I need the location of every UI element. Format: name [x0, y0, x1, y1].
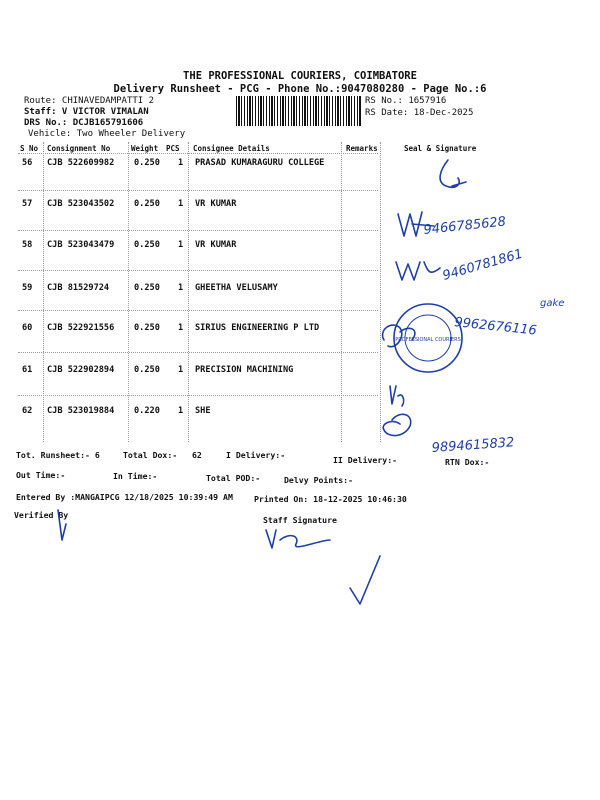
row-divider — [18, 395, 378, 396]
check-mark — [350, 556, 380, 604]
row-consignee: SHE — [195, 406, 211, 416]
row-consignment: CJB 522609982 — [47, 158, 115, 168]
total-dox-label: Total Dox:- — [123, 450, 178, 460]
col-divider — [341, 142, 342, 442]
route-info: Route: CHINAVEDAMPATTI 2 — [24, 96, 155, 106]
stamp-text: PROFESSIONAL COURIERS — [395, 337, 461, 343]
row-pcs: 1 — [178, 199, 184, 209]
barcode-image — [236, 96, 362, 126]
row-weight: 0.250 — [134, 240, 160, 250]
entered-by: Entered By :MANGAIPCG 12/18/2025 10:39:49 AM — [16, 492, 233, 502]
col-divider — [188, 142, 189, 442]
row-pcs: 1 — [178, 323, 184, 333]
col-weight: Weight — [131, 144, 159, 153]
row-consignment: CJB 523043479 — [47, 240, 115, 250]
row-sno: 60 — [22, 323, 33, 333]
runsheet-subtitle: Delivery Runsheet - PCG - Phone No.:9047080280 - Page No.:6 — [113, 83, 487, 95]
total-dox-value: 62 — [192, 450, 202, 460]
col-pcs: PCS — [166, 144, 180, 153]
row-pcs: 1 — [178, 365, 184, 375]
row-pcs: 1 — [178, 158, 184, 168]
row-divider — [18, 352, 378, 353]
printed-on: Printed On: 18-12-2025 10:46:30 — [254, 494, 407, 504]
row-divider — [18, 230, 378, 231]
signature-mark — [383, 414, 410, 435]
delvy-points: Delvy Points:- — [284, 475, 354, 485]
row-sno: 62 — [22, 406, 33, 416]
signature-mark — [390, 386, 404, 406]
row-consignment: CJB 523043502 — [47, 199, 115, 209]
out-time: Out Time:- — [16, 470, 66, 480]
row-weight: 0.250 — [134, 158, 160, 168]
row-pcs: 1 — [178, 283, 184, 293]
company-stamp — [394, 304, 462, 372]
rs-date: RS Date: 18-Dec-2025 — [365, 108, 474, 118]
row-consignment: CJB 522921556 — [47, 323, 115, 333]
row-consignment: CJB 81529724 — [47, 283, 110, 293]
staff-signature-label: Staff Signature — [263, 515, 337, 525]
handwritten-phone: 9962676116 — [453, 315, 538, 339]
row-sno: 59 — [22, 283, 33, 293]
row-weight: 0.250 — [134, 283, 160, 293]
staff-info: Staff: V VICTOR VIMALAN — [24, 107, 149, 117]
rtn-dox: RTN Dox:- — [445, 457, 490, 467]
col-divider — [380, 142, 381, 442]
row-divider — [18, 270, 378, 271]
row-sno: 56 — [22, 158, 33, 168]
handwritten-note: gake — [540, 298, 565, 309]
verified-by: Verified By — [14, 510, 69, 520]
row-consignee: VR KUMAR — [195, 199, 237, 209]
row-divider — [18, 190, 378, 191]
handwritten-phone: 9894615832 — [431, 435, 515, 456]
col-consignment: Consignment No — [47, 144, 111, 153]
i-delivery: I Delivery:- — [226, 450, 286, 460]
col-consignee: Consignee Details — [193, 144, 270, 153]
tot-runsheet: Tot. Runsheet:- 6 — [16, 450, 100, 460]
row-weight: 0.250 — [134, 323, 160, 333]
signature-mark — [440, 160, 466, 187]
row-sno: 57 — [22, 199, 33, 209]
vehicle-info: Vehicle: Two Wheeler Delivery — [28, 129, 186, 139]
row-consignee: GHEETHA VELUSAMY — [195, 283, 278, 293]
row-consignee: SIRIUS ENGINEERING P LTD — [195, 323, 320, 333]
ii-delivery: II Delivery:- — [333, 455, 398, 465]
row-consignee: PRECISION MACHINING — [195, 365, 294, 375]
company-title: THE PROFESSIONAL COURIERS, COIMBATORE — [183, 70, 417, 82]
row-divider — [18, 310, 378, 311]
row-consignment: CJB 523019884 — [47, 406, 115, 416]
col-seal-signature: Seal & Signature — [404, 144, 477, 153]
col-remarks: Remarks — [346, 144, 378, 153]
staff-signature-mark — [266, 530, 330, 548]
total-pod: Total POD:- — [206, 473, 261, 483]
row-consignee: VR KUMAR — [195, 240, 237, 250]
col-divider — [43, 142, 44, 442]
row-consignment: CJB 522902894 — [47, 365, 115, 375]
row-sno: 61 — [22, 365, 33, 375]
header-rule — [18, 153, 378, 154]
row-weight: 0.250 — [134, 199, 160, 209]
drs-number: DRS No.: DCJB165791606 — [24, 118, 144, 128]
row-sno: 58 — [22, 240, 33, 250]
row-weight: 0.250 — [134, 365, 160, 375]
row-pcs: 1 — [178, 240, 184, 250]
in-time: In Time:- — [113, 471, 158, 481]
col-divider — [128, 142, 129, 442]
row-consignee: PRASAD KUMARAGURU COLLEGE — [195, 158, 325, 168]
row-weight: 0.220 — [134, 406, 160, 416]
handwritten-phone: 9460781861 — [440, 246, 525, 284]
signature-mark — [383, 325, 415, 347]
rs-number: RS No.: 1657916 — [365, 96, 447, 106]
handwritten-phone: 9466785628 — [422, 214, 507, 238]
signature-mark — [398, 212, 434, 236]
row-pcs: 1 — [178, 406, 184, 416]
signature-mark — [396, 262, 440, 280]
col-sno: S No — [20, 144, 39, 153]
